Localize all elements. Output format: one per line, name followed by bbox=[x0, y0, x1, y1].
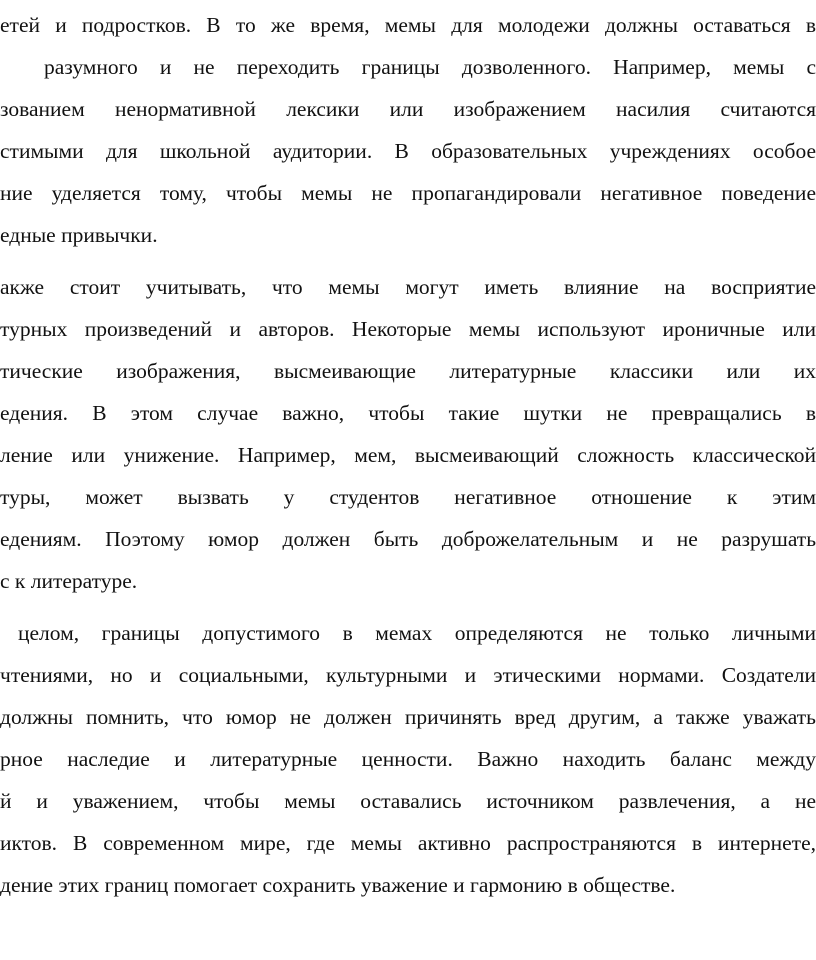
text-line: чтениями, но и социальными, культурными и этическими нормами. Создатели bbox=[0, 663, 816, 687]
text-line: ление или унижение. Например, мем, высмеивающий сложность классической bbox=[0, 443, 816, 467]
text-line: целом, границы допустимого в мемах определяются не только личными bbox=[18, 621, 816, 645]
text-line: турных произведений и авторов. Некоторые мемы используют ироничные или bbox=[0, 317, 816, 341]
text-line: едные привычки. bbox=[0, 223, 158, 247]
text-line: дение этих границ помогает сохранить уважение и гармонию в обществе. bbox=[0, 873, 676, 897]
text-line: едения. В этом случае важно, чтобы такие шутки не превращались в bbox=[0, 401, 816, 425]
text-line: акже стоит учитывать, что мемы могут иметь влияние на восприятие bbox=[0, 275, 816, 299]
text-line: й и уважением, чтобы мемы оставались источником развлечения, а не bbox=[0, 789, 816, 813]
text-line: должны помнить, что юмор не должен причинять вред другим, а также уважать bbox=[0, 705, 816, 729]
text-line: с к литературе. bbox=[0, 569, 138, 593]
text-line: зованием ненормативной лексики или изображением насилия считаются bbox=[0, 97, 816, 121]
text-line: туры, может вызвать у студентов негативное отношение к этим bbox=[0, 485, 816, 509]
text-line: ние уделяется тому, чтобы мемы не пропагандировали негативное поведение bbox=[0, 181, 816, 205]
text-line: етей и подростков. В то же время, мемы для молодежи должны оставаться в bbox=[0, 13, 816, 37]
text-line: иктов. В современном мире, где мемы активно распространяются в интернете, bbox=[0, 831, 816, 855]
text-line: разумного и не переходить границы дозволенного. Например, мемы с bbox=[44, 55, 816, 79]
text-line: стимыми для школьной аудитории. В образовательных учреждениях особое bbox=[0, 139, 816, 163]
text-line: едениям. Поэтому юмор должен быть доброжелательным и не разрушать bbox=[0, 527, 816, 551]
text-line: тические изображения, высмеивающие литературные классики или их bbox=[0, 359, 816, 383]
text-line: рное наследие и литературные ценности. Важно находить баланс между bbox=[0, 747, 816, 771]
